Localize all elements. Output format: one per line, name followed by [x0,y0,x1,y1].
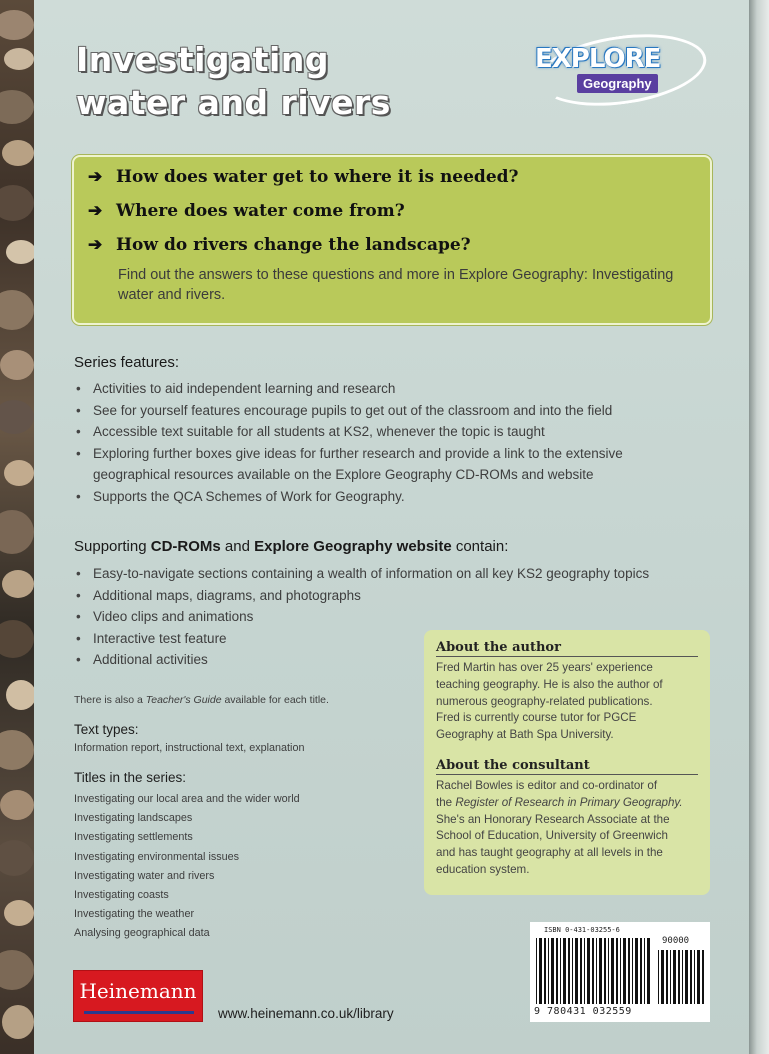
barcode-bar [580,938,582,1004]
list-item: • Exploring further boxes give ideas for further research and provide a link to the extensive geographical resources available on the Explore Geography CD-ROMs and website [74,443,714,486]
list-item: Investigating settlements [74,831,193,844]
barcode-bar [551,938,554,1004]
list-item: Investigating our local area and the wider world [74,793,300,805]
questions-summary: Find out the answers to these questions and more in Explore Geography: Investigating water and rivers. [118,267,674,303]
isbn-barcode [530,922,710,1022]
logo-geography-text: Geography [577,74,658,93]
barcode-bar [694,950,695,1004]
book-title [76,38,391,124]
text-types-heading: Text types: [74,722,139,737]
about-author-heading: About the author [436,640,698,657]
barcode-bar [563,938,566,1004]
barcode-bars [536,938,652,1004]
teachers-guide-note: There is also a Teacher's Guide available for each title. [74,694,329,706]
barcode-bar [661,950,664,1004]
barcode-bar [620,938,621,1004]
supporting-heading: Supporting CD-ROMs and Explore Geography website contain: [74,538,509,555]
barcode-bar [658,950,659,1004]
list-item: • Additional maps, diagrams, and photographs [74,585,714,607]
barcode-bar [544,938,546,1004]
ean-number: 9 780431 032559 [534,1006,632,1017]
barcode-bar [644,938,645,1004]
list-item: • Interactive test feature [74,628,714,650]
barcode-bar [604,938,606,1004]
series-features-heading: Series features: [74,354,180,371]
back-cover [34,0,749,1054]
publisher-name: Heinemann [79,979,197,1003]
barcode-bar [697,950,700,1004]
barcode-bar [592,938,594,1004]
barcode-bar [575,938,578,1004]
question-item: ➔ Where does water come from? [88,201,405,221]
about-consultant-text: Rachel Bowles is editor and co-ordinator of the Register of Research in Primary Geography. She's an Honorary Research Associate at the School of Education, University of Greenwich and has taught geography at all levels in the education system. [436,779,683,876]
title-line-1: Investigating [76,40,329,79]
barcode-bar [596,938,597,1004]
barcode-bar [572,938,573,1004]
barcode-bar [536,938,537,1004]
logo-explore-text: EXPLORE [535,44,661,74]
barcode-bar [548,938,549,1004]
barcode-bar [685,950,688,1004]
barcode-bar [599,938,602,1004]
explore-geography-logo [529,30,714,110]
list-item: • Additional activities [74,649,714,671]
barcode-bar [587,938,590,1004]
barcode-bar [647,938,650,1004]
list-item: • Activities to aid independent learning and research [74,378,714,400]
barcode-bar [539,938,542,1004]
barcode-bar [632,938,633,1004]
question-item: ➔ How does water get to where it is needed? [88,167,519,187]
arrow-right-icon: ➔ [88,167,103,187]
barcode-bar [616,938,618,1004]
barcode-bar [568,938,570,1004]
barcode-bar [690,950,692,1004]
about-box [424,630,710,895]
list-item: • Video clips and animations [74,606,714,628]
question-item: ➔ How do rivers change the landscape? [88,235,471,255]
list-item: Investigating coasts [74,889,169,902]
list-item: • See for yourself features encourage pupils to get out of the classroom and into the field [74,400,714,422]
list-item: • Easy-to-navigate sections containing a wealth of information on all key KS2 geography topics [74,563,714,585]
barcode-bar [611,938,614,1004]
barcode-bar [560,938,561,1004]
publisher-rule [84,1011,194,1014]
series-features-list [74,378,714,507]
barcode-bar [623,938,626,1004]
barcode-bar [682,950,683,1004]
arrow-right-icon: ➔ [88,235,103,255]
publisher-url: www.heinemann.co.uk/library [218,1006,394,1021]
book-edge [749,0,769,1054]
about-consultant-heading: About the consultant [436,758,698,775]
titles-list [74,790,300,944]
barcode-bar [678,950,680,1004]
list-item: Investigating landscapes [74,812,193,825]
titles-heading: Titles in the series: [74,770,187,785]
addon-number: 90000 [662,936,690,946]
barcode-bar [635,938,638,1004]
list-item: Investigating the weather [74,908,195,921]
barcode-bar [670,950,671,1004]
list-item: • Accessible text suitable for all students at KS2, whenever the topic is taught [74,421,714,443]
addon-bars [658,950,704,1004]
barcode-bar [584,938,585,1004]
pebble-photo-strip [0,0,34,1054]
barcode-bar [608,938,609,1004]
barcode-bar [673,950,676,1004]
barcode-bar [628,938,630,1004]
list-item: Investigating environmental issues [74,850,240,863]
barcode-bar [640,938,642,1004]
isbn-text: ISBN 0-431-03255-6 [544,926,620,934]
barcode-bar [666,950,668,1004]
about-author-text: Fred Martin has over 25 years' experience teaching geography. He is also the author of numerous geography-related publications. Fred is currently course tutor for PGCE Geography at Bath Spa University. [436,661,663,742]
publisher-logo [73,970,203,1022]
questions-box [72,155,712,325]
list-item: Investigating water and rivers [74,869,215,882]
barcode-bar [556,938,558,1004]
list-item: • Supports the QCA Schemes of Work for Geography. [74,486,714,508]
arrow-right-icon: ➔ [88,201,103,221]
title-line-2: water and rivers [76,83,391,122]
barcode-bar [702,950,704,1004]
text-types-value: Information report, instructional text, explanation [74,742,305,754]
list-item: Analysing geographical data [74,927,210,940]
